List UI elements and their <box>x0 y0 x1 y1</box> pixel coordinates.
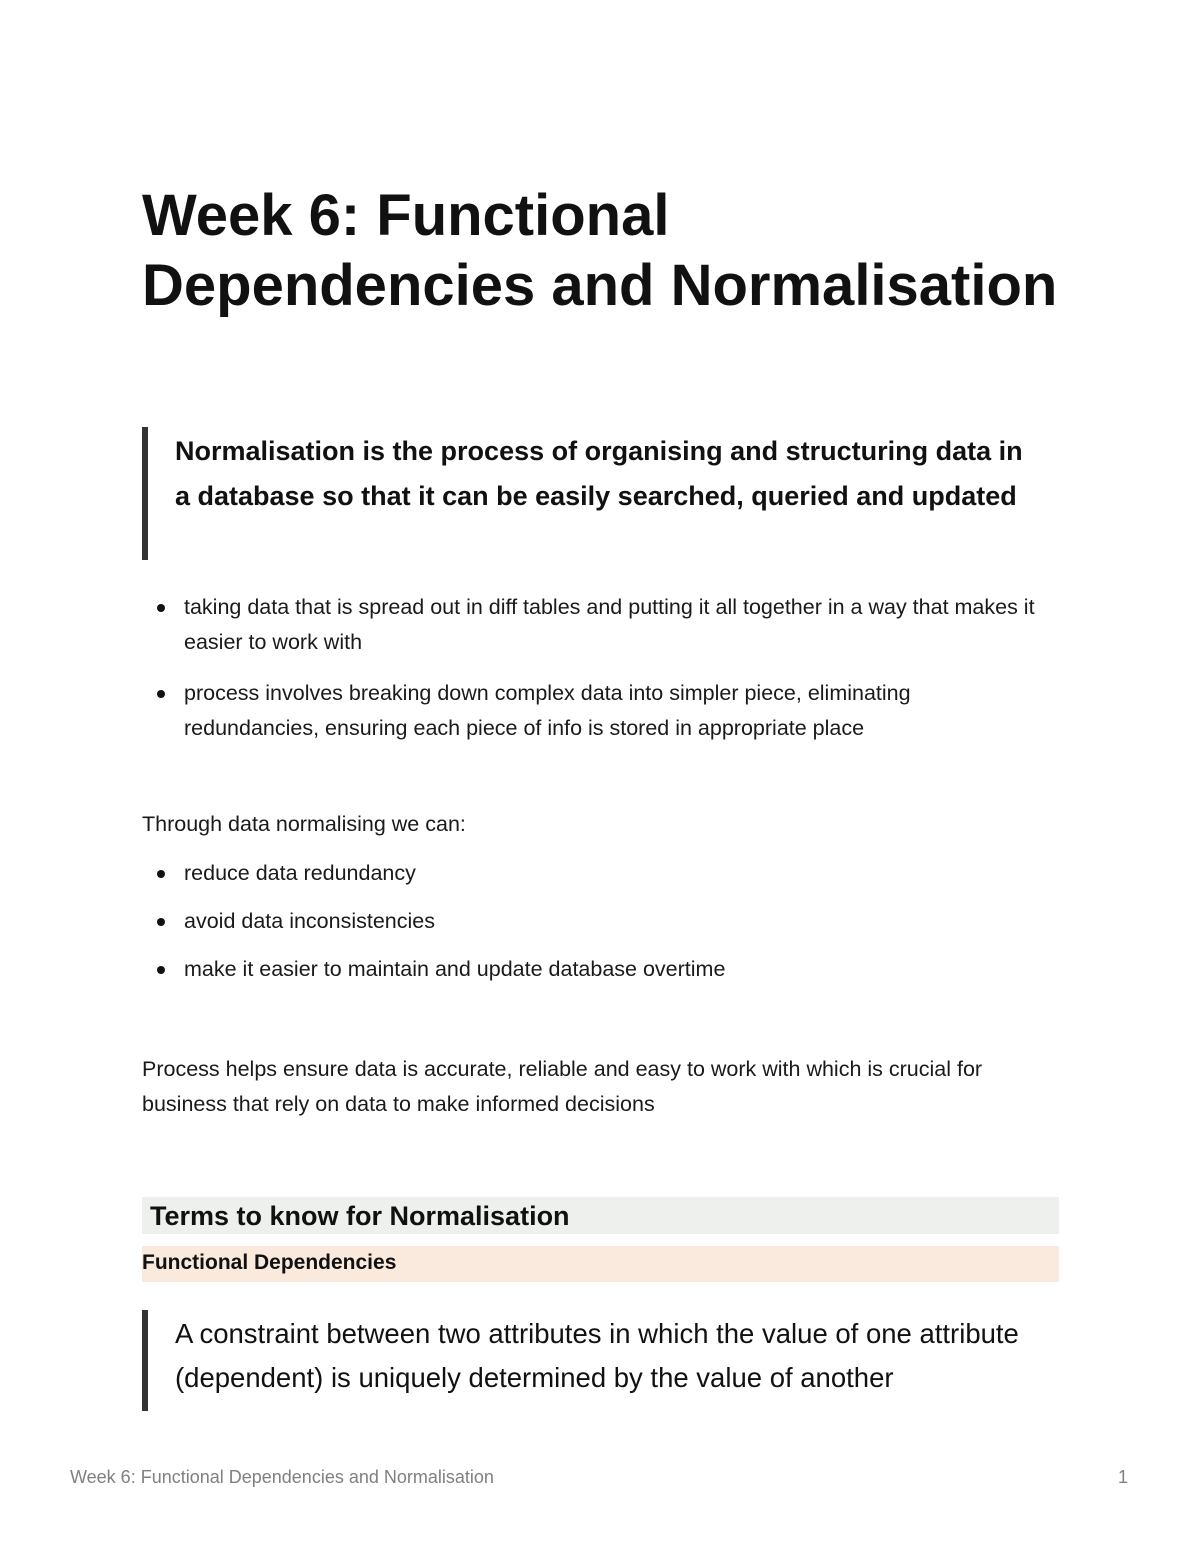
functional-dependencies-subheading: Functional Dependencies <box>142 1246 1059 1282</box>
functional-dependency-definition-quote <box>142 1310 1067 1411</box>
page-title <box>142 181 1102 321</box>
list-item-text: avoid data inconsistencies <box>184 909 435 933</box>
list-item <box>142 590 1042 660</box>
page-title-line-2: Dependencies and Normalisation <box>142 253 1058 318</box>
bullet-dot-icon <box>157 870 165 878</box>
page-title-line-1: Week 6: Functional <box>142 183 670 248</box>
list-item-text: taking data that is spread out in diff tables and putting it all together in a way that makes it easier to work with <box>184 595 1035 654</box>
list-item-text: process involves breaking down complex data into simpler piece, eliminating redundancies, ensuring each piece of info is stored in appropriate place <box>184 681 911 740</box>
terms-heading: Terms to know for Normalisation <box>142 1197 1059 1234</box>
list-item <box>142 676 1042 746</box>
list-item <box>142 952 1042 987</box>
bullet-dot-icon <box>157 966 165 974</box>
footer-document-title: Week 6: Functional Dependencies and Normalisation <box>70 1467 494 1487</box>
bullet-dot-icon <box>157 604 165 612</box>
bullet-dot-icon <box>157 690 165 698</box>
benefits-intro-paragraph: Through data normalising we can: <box>142 812 466 836</box>
list-item <box>142 856 1042 891</box>
list-item <box>142 904 1042 939</box>
bullet-dot-icon <box>157 918 165 926</box>
summary-paragraph: Process helps ensure data is accurate, reliable and easy to work with which is crucial for business that rely on data to make informed decisions <box>142 1057 983 1116</box>
benefits-bullet-list <box>142 856 1042 1000</box>
footer-page-number: 1 <box>1117 1467 1128 1487</box>
intro-bullet-list <box>142 590 1042 762</box>
functional-dependency-definition-text: A constraint between two attributes in which the value of one attribute (dependent) is uniquely determined by the value of another <box>175 1318 1019 1393</box>
list-item-text: make it easier to maintain and update database overtime <box>184 957 726 981</box>
list-item-text: reduce data redundancy <box>184 861 416 885</box>
normalisation-definition-quote <box>142 427 1032 560</box>
normalisation-definition-text: Normalisation is the process of organising and structuring data in a database so that it can be easily searched, queried and updated <box>175 436 1023 511</box>
